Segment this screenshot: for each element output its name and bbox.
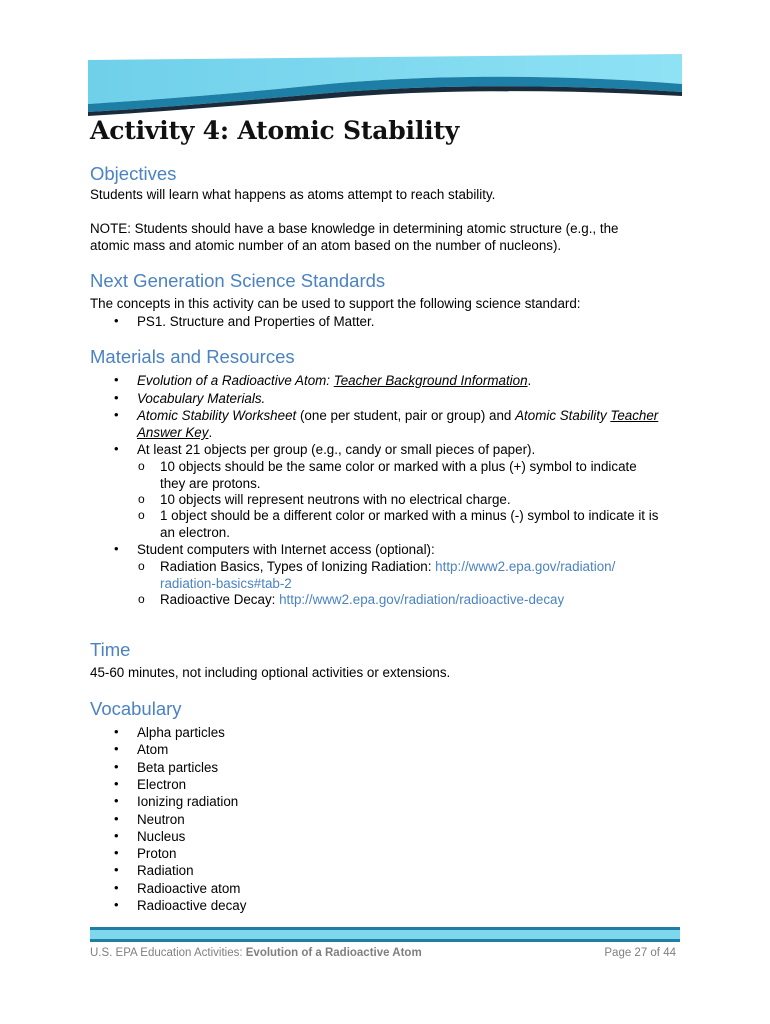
objectives-note: NOTE: Students should have a base knowledge in determining atomic structure (e.g., the atomic mass and atomic number of an atom based on the number of nucleons). (90, 221, 619, 253)
materials-item-3-tail: . (208, 425, 213, 440)
teacher-answer-key-link[interactable]: Teacher (610, 408, 659, 423)
bullet-icon: • (114, 828, 119, 843)
materials-item-3-mid: (one per student, pair or group) and (296, 408, 516, 423)
materials-item-1 (137, 372, 531, 389)
sub-bullet-icon: o (138, 559, 145, 573)
answer-key-prefix: Atomic Stability (515, 408, 611, 423)
vocabulary-item: Radiation (137, 863, 194, 878)
bullet-icon: • (114, 811, 119, 826)
vocabulary-item: Radioactive atom (137, 881, 241, 896)
ngss-item: PS1. Structure and Properties of Matter. (137, 314, 375, 329)
radiation-basics-link-continued[interactable]: radiation-basics#tab-2 (160, 576, 292, 591)
footer-band (90, 927, 680, 942)
sub-bullet-icon: o (138, 508, 145, 522)
bullet-icon: • (114, 880, 119, 895)
materials-item-5: Student computers with Internet access (optional): (137, 542, 435, 557)
vocabulary-item: Ionizing radiation (137, 794, 239, 809)
ngss-text: The concepts in this activity can be used to support the following science standard: (90, 296, 581, 311)
radiation-basics-line1 (160, 558, 615, 575)
bullet-icon: • (114, 313, 119, 328)
objects-proton-line2: they are protons. (160, 476, 261, 491)
footer-page-number: Page 27 of 44 (604, 947, 676, 959)
footer-prefix: U.S. EPA Education Activities: (90, 947, 246, 959)
objectives-heading: Objectives (90, 163, 177, 184)
sub-bullet-icon: o (138, 492, 145, 506)
objects-electron-line2: an electron. (160, 525, 230, 540)
bullet-icon: • (114, 741, 119, 756)
materials-item-1-tail: . (527, 373, 532, 388)
page-title: Activity 4: Atomic Stability (90, 116, 460, 145)
footer-source (90, 947, 422, 959)
bullet-icon: • (114, 724, 119, 739)
bullet-icon: • (114, 845, 119, 860)
vocabulary-heading: Vocabulary (90, 698, 182, 719)
vocabulary-item: Beta particles (137, 760, 219, 775)
radiation-basics-label: Radiation Basics, Types of Ionizing Radiation: (160, 559, 436, 574)
radiation-basics-link[interactable]: http://www2.epa.gov/radiation/ (435, 559, 616, 574)
vocabulary-item: Electron (137, 777, 187, 792)
bullet-icon: • (114, 541, 119, 556)
materials-item-2 (137, 390, 265, 407)
ngss-heading: Next Generation Science Standards (90, 270, 386, 291)
teacher-background-link[interactable]: Teacher Background Information (333, 373, 528, 388)
vocabulary-item: Nucleus (137, 829, 186, 844)
materials-item-1-italic: Evolution of a Radioactive Atom: (137, 373, 334, 388)
bullet-icon: • (114, 897, 119, 912)
radioactive-decay-line (160, 591, 564, 608)
materials-item-3-line1 (137, 407, 658, 424)
worksheet-title: Atomic Stability Worksheet (137, 408, 297, 423)
bullet-icon: • (114, 776, 119, 791)
sub-bullet-icon: o (138, 459, 145, 473)
vocabulary-item: Proton (137, 846, 177, 861)
bullet-icon: • (114, 390, 119, 405)
time-text: 45-60 minutes, not including optional activities or extensions. (90, 665, 451, 680)
bullet-icon: • (114, 372, 119, 387)
vocabulary-item: Neutron (137, 812, 185, 827)
vocabulary-item: Radioactive decay (137, 898, 247, 913)
radioactive-decay-label: Radioactive Decay: (160, 592, 280, 607)
vocabulary-item: Atom (137, 742, 169, 757)
vocabulary-item: Alpha particles (137, 725, 225, 740)
bullet-icon: • (114, 759, 119, 774)
objects-proton-line1: 10 objects should be the same color or marked with a plus (+) symbol to indicate (160, 459, 637, 474)
time-heading: Time (90, 639, 131, 660)
vocabulary-materials-text: Vocabulary Materials. (137, 391, 266, 406)
objects-neutron: 10 objects will represent neutrons with no electrical charge. (160, 492, 511, 507)
radiation-basics-line2 (160, 575, 292, 592)
objectives-text: Students will learn what happens as atoms attempt to reach stability. (90, 187, 496, 202)
footer-title: Evolution of a Radioactive Atom (245, 947, 422, 959)
objects-electron-line1: 1 object should be a different color or marked with a minus (-) symbol to indicate it is (160, 508, 659, 523)
bullet-icon: • (114, 793, 119, 808)
radioactive-decay-link[interactable]: http://www2.epa.gov/radiation/radioactive-decay (279, 592, 565, 607)
materials-item-3-line2 (137, 424, 212, 441)
sub-bullet-icon: o (138, 592, 145, 606)
materials-heading: Materials and Resources (90, 346, 295, 367)
header-wave-banner (88, 52, 682, 118)
bullet-icon: • (114, 862, 119, 877)
answer-key-link-continued[interactable]: Answer Key (137, 425, 209, 440)
materials-item-4: At least 21 objects per group (e.g., candy or small pieces of paper). (137, 442, 536, 457)
bullet-icon: • (114, 407, 119, 422)
bullet-icon: • (114, 441, 119, 456)
